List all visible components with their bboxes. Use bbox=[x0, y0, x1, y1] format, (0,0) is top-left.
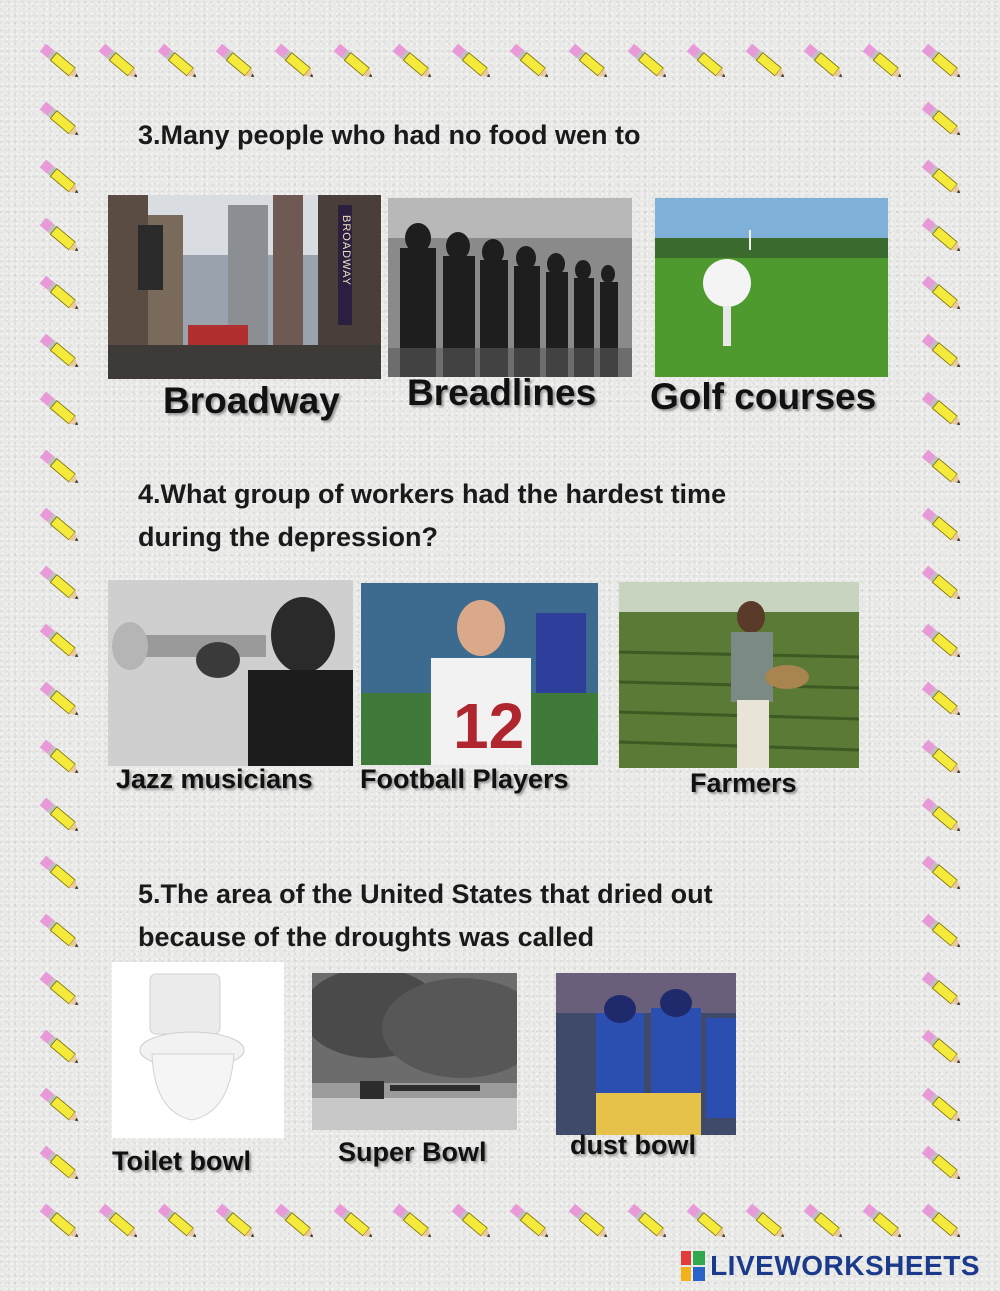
pencil-icon bbox=[30, 1192, 88, 1250]
pencil-icon bbox=[912, 206, 970, 264]
pencil-icon bbox=[853, 32, 911, 90]
liveworksheets-logo[interactable] bbox=[681, 1249, 980, 1283]
pencil-icon bbox=[383, 32, 441, 90]
dust-storm-photo[interactable] bbox=[312, 973, 517, 1130]
golf-photo[interactable] bbox=[655, 198, 888, 377]
pencil-icon bbox=[912, 554, 970, 612]
pencil-border-top bbox=[30, 32, 970, 90]
pencil-border-bottom bbox=[30, 1192, 970, 1250]
question-4-line-2: during the depression? bbox=[138, 522, 439, 552]
logo-text: LIVEWORKSHEETS bbox=[710, 1250, 980, 1281]
jersey-number-text: 12 bbox=[453, 690, 525, 762]
pencil-icon bbox=[30, 960, 88, 1018]
pencil-icon bbox=[30, 438, 88, 496]
pencil-icon bbox=[736, 1192, 794, 1250]
question-5-line-2: because of the droughts was called bbox=[138, 922, 595, 952]
jazz-musician-photo[interactable] bbox=[108, 580, 353, 766]
pencil-icon bbox=[912, 1134, 970, 1192]
pencil-icon bbox=[30, 90, 88, 148]
pencil-icon bbox=[30, 206, 88, 264]
pencil-icon bbox=[30, 786, 88, 844]
pencil-icon bbox=[736, 32, 794, 90]
pencil-icon bbox=[30, 554, 88, 612]
pencil-icon bbox=[912, 786, 970, 844]
option-breadlines[interactable]: Breadlines bbox=[407, 372, 597, 413]
pencil-border-left bbox=[30, 90, 88, 1190]
pencil-icon bbox=[30, 902, 88, 960]
pencil-icon bbox=[912, 90, 970, 148]
pencil-icon bbox=[442, 1192, 500, 1250]
pencil-icon bbox=[794, 1192, 852, 1250]
breadlines-photo[interactable] bbox=[388, 198, 632, 377]
option-jazz-musicians[interactable]: Jazz musicians bbox=[116, 764, 313, 794]
option-toilet-bowl[interactable]: Toilet bowl bbox=[112, 1146, 251, 1176]
pencil-border-right bbox=[912, 90, 970, 1190]
football-player-photo[interactable] bbox=[361, 583, 598, 765]
pencil-icon bbox=[30, 32, 88, 90]
pencil-icon bbox=[324, 1192, 382, 1250]
pencil-icon bbox=[30, 148, 88, 206]
question-3-text: 3.Many people who had no food wen to bbox=[138, 120, 641, 150]
pencil-icon bbox=[206, 1192, 264, 1250]
pencil-icon bbox=[265, 1192, 323, 1250]
pencil-icon bbox=[559, 32, 617, 90]
pencil-icon bbox=[912, 728, 970, 786]
football-team-photo[interactable] bbox=[556, 973, 736, 1135]
pencil-icon bbox=[30, 670, 88, 728]
pencil-icon bbox=[912, 148, 970, 206]
option-football-players[interactable]: Football Players bbox=[360, 764, 569, 794]
pencil-icon bbox=[853, 1192, 911, 1250]
pencil-icon bbox=[912, 380, 970, 438]
pencil-icon bbox=[148, 1192, 206, 1250]
pencil-icon bbox=[30, 264, 88, 322]
pencil-icon bbox=[912, 1192, 970, 1250]
pencil-icon bbox=[148, 32, 206, 90]
pencil-icon bbox=[677, 32, 735, 90]
pencil-icon bbox=[618, 32, 676, 90]
pencil-icon bbox=[912, 902, 970, 960]
pencil-icon bbox=[912, 844, 970, 902]
pencil-icon bbox=[206, 32, 264, 90]
pencil-icon bbox=[912, 612, 970, 670]
pencil-icon bbox=[265, 32, 323, 90]
pencil-icon bbox=[912, 1018, 970, 1076]
toilet-photo[interactable] bbox=[112, 962, 284, 1138]
pencil-icon bbox=[30, 1018, 88, 1076]
pencil-icon bbox=[89, 32, 147, 90]
question-4-line-1: 4.What group of workers had the hardest time bbox=[138, 479, 727, 509]
pencil-icon bbox=[324, 32, 382, 90]
pencil-icon bbox=[500, 32, 558, 90]
pencil-icon bbox=[30, 844, 88, 902]
pencil-icon bbox=[30, 612, 88, 670]
pencil-icon bbox=[30, 1076, 88, 1134]
pencil-icon bbox=[912, 264, 970, 322]
pencil-icon bbox=[912, 322, 970, 380]
pencil-icon bbox=[912, 496, 970, 554]
pencil-icon bbox=[30, 728, 88, 786]
pencil-icon bbox=[30, 322, 88, 380]
pencil-icon bbox=[383, 1192, 441, 1250]
broadway-photo[interactable] bbox=[108, 195, 381, 379]
farmer-photo[interactable] bbox=[619, 582, 859, 768]
pencil-icon bbox=[794, 32, 852, 90]
pencil-icon bbox=[30, 1134, 88, 1192]
option-broadway[interactable]: Broadway bbox=[163, 380, 340, 421]
option-super-bowl[interactable]: Super Bowl bbox=[338, 1137, 487, 1167]
pencil-icon bbox=[618, 1192, 676, 1250]
pencil-icon bbox=[559, 1192, 617, 1250]
pencil-icon bbox=[912, 1076, 970, 1134]
option-dust-bowl[interactable]: dust bowl bbox=[570, 1130, 696, 1160]
pencil-icon bbox=[912, 960, 970, 1018]
pencil-icon bbox=[442, 32, 500, 90]
broadway-sign-text: BROADWAY bbox=[340, 215, 352, 286]
pencil-icon bbox=[500, 1192, 558, 1250]
pencil-icon bbox=[30, 496, 88, 554]
option-farmers[interactable]: Farmers bbox=[690, 768, 797, 798]
pencil-icon bbox=[912, 670, 970, 728]
pencil-icon bbox=[912, 32, 970, 90]
pencil-icon bbox=[677, 1192, 735, 1250]
option-golf-courses[interactable]: Golf courses bbox=[650, 376, 877, 417]
pencil-icon bbox=[912, 438, 970, 496]
pencil-icon bbox=[89, 1192, 147, 1250]
pencil-icon bbox=[30, 380, 88, 438]
question-5-line-1: 5.The area of the United States that dried out bbox=[138, 879, 713, 909]
liveworksheets-logo-icon bbox=[681, 1251, 707, 1281]
